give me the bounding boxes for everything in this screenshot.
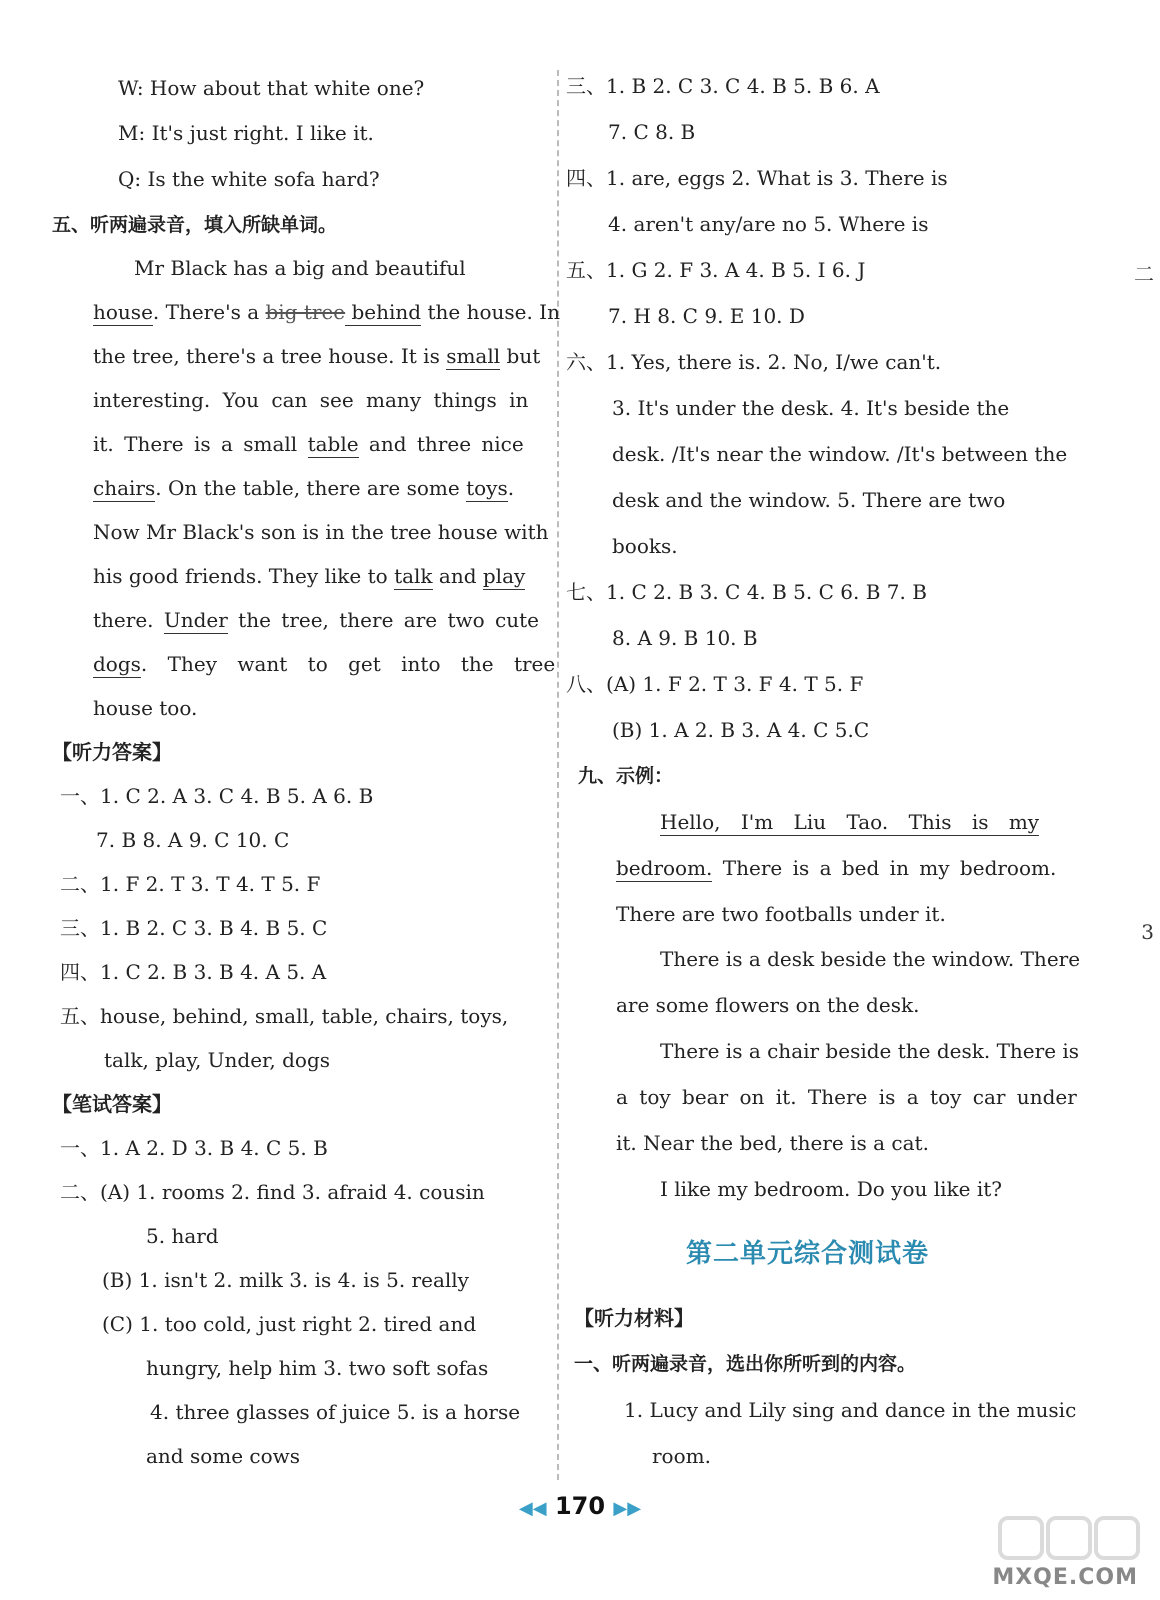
passage-line: Mr Black has a big and beautiful (134, 256, 466, 280)
section-heading: 一、听两遍录音，选出你所听到的内容。 (574, 1353, 917, 1375)
answer-line: desk. /It's near the window. /It's between the (612, 442, 1068, 466)
passage-line: house. There's a big tree behind the house. In (93, 300, 560, 324)
material-line: 1. Lucy and Lily sing and dance in the music (624, 1398, 1077, 1422)
page-footer (0, 1492, 1160, 1520)
section-heading: 五、听两遍录音，填入所缺单词。 (52, 214, 338, 236)
essay-line: I like my bedroom. Do you like it? (660, 1177, 1003, 1201)
blank-answer: chairs (93, 476, 156, 500)
blank-answer: small (446, 344, 501, 368)
essay-line: bedroom. There is a bed in my bedroom. (616, 856, 1057, 880)
answer-line: (C) 1. too cold, just right 2. tired and (102, 1312, 477, 1336)
answer-line: 三、1. B 2. C 3. B 4. B 5. C (60, 916, 328, 940)
blank-answer: behind (345, 300, 422, 324)
blank-answer: house (93, 300, 153, 324)
essay-line: are some flowers on the desk. (616, 993, 920, 1017)
answer-line: 五、house, behind, small, table, chairs, toys, (60, 1004, 509, 1028)
answer-line: 四、1. C 2. B 3. B 4. A 5. A (60, 960, 327, 984)
material-line: room. (652, 1444, 711, 1468)
example-label: 九、示例： (578, 765, 674, 787)
edge-char: 3 (1141, 920, 1154, 944)
answer-line: 7. B 8. A 9. C 10. C (96, 828, 290, 852)
blank-answer: play (482, 564, 526, 588)
next-arrows-icon: ▶▶ (613, 1498, 642, 1519)
essay-line: There is a desk beside the window. There (660, 947, 1081, 971)
passage-line: Now Mr Black's son is in the tree house with (93, 520, 549, 544)
column-divider (557, 70, 559, 1480)
answer-line: 一、1. C 2. A 3. C 4. B 5. A 6. B (60, 784, 374, 808)
passage-line: there. Under the tree, there are two cute (93, 608, 539, 632)
answer-line: 六、1. Yes, there is. 2. No, I/we can't. (566, 350, 942, 374)
answer-line: 二、1. F 2. T 3. T 4. T 5. F (60, 872, 321, 896)
essay-line: it. Near the bed, there is a cat. (616, 1131, 929, 1155)
passage-line: it. There is a small table and three nice (93, 432, 524, 456)
answer-line: 3. It's under the desk. 4. It's beside the (612, 396, 1010, 420)
answer-line: 三、1. B 2. C 3. C 4. B 5. B 6. A (566, 74, 880, 98)
answer-line: and some cows (146, 1444, 301, 1468)
answer-line: talk, play, Under, dogs (104, 1048, 331, 1072)
essay-line: a toy bear on it. There is a toy car under (616, 1085, 1077, 1109)
answer-line: 8. A 9. B 10. B (612, 626, 758, 650)
answer-line: 一、1. A 2. D 3. B 4. C 5. B (60, 1136, 328, 1160)
page-number: 170 (554, 1492, 606, 1520)
answer-line: 4. three glasses of juice 5. is a horse (150, 1400, 521, 1424)
answer-line: 二、(A) 1. rooms 2. find 3. afraid 4. cousin (60, 1180, 485, 1204)
answer-line: hungry, help him 3. two soft sofas (146, 1356, 489, 1380)
material-heading: 【听力材料】 (574, 1306, 694, 1330)
answer-line: 7. H 8. C 9. E 10. D (608, 304, 805, 328)
answer-line: 八、(A) 1. F 2. T 3. F 4. T 5. F (566, 672, 864, 696)
answer-line: desk and the window. 5. There are two (612, 488, 1006, 512)
underlined-opening: Hello, I'm Liu Tao. This is my (660, 810, 1040, 834)
passage-line: dogs. They want to get into the tree (93, 652, 556, 676)
dialog-line: W: How about that white one? (118, 76, 425, 100)
answer-line: 5. hard (146, 1224, 219, 1248)
answer-line: 四、1. are, eggs 2. What is 3. There is (566, 166, 948, 190)
blank-answer: toys (466, 476, 508, 500)
dialog-line: M: It's just right. I like it. (118, 121, 374, 145)
passage-line: his good friends. They like to talk and play (93, 564, 526, 588)
dialog-line: Q: Is the white sofa hard? (118, 167, 380, 191)
answer-line: (B) 1. isn't 2. milk 3. is 4. is 5. really (102, 1268, 469, 1292)
answer-line: 五、1. G 2. F 3. A 4. B 5. I 6. J (566, 258, 866, 282)
blank-answer: talk (394, 564, 433, 588)
passage-line: house too. (93, 696, 198, 720)
passage-line: interesting. You can see many things in (93, 388, 529, 412)
answer-line: (B) 1. A 2. B 3. A 4. C 5.C (612, 718, 870, 742)
blank-answer: table (307, 432, 359, 456)
watermark-text: MXQE.COM (992, 1565, 1138, 1590)
essay-line: There are two footballs under it. (616, 902, 946, 926)
blank-answer: dogs (93, 652, 141, 676)
essay-line (660, 810, 1039, 834)
prev-arrows-icon: ◀◀ (518, 1498, 547, 1519)
blank-answer: Under (163, 608, 228, 632)
answer-line: 七、1. C 2. B 3. C 4. B 5. C 6. B 7. B (566, 580, 927, 604)
edge-char: 二 (1134, 262, 1154, 286)
answer-line: 4. aren't any/are no 5. Where is (608, 212, 929, 236)
answer-line: 7. C 8. B (608, 120, 696, 144)
written-answers-heading: 【笔试答案】 (52, 1092, 172, 1116)
unit-title: 第二单元综合测试卷 (686, 1239, 930, 1269)
essay-line: There is a chair beside the desk. There is (660, 1039, 1080, 1063)
passage-line: chairs. On the table, there are some toys. (93, 476, 515, 500)
passage-line: the tree, there's a tree house. It is small but (93, 344, 541, 368)
listening-answers-heading: 【听力答案】 (52, 740, 172, 764)
answer-line: books. (612, 534, 678, 558)
